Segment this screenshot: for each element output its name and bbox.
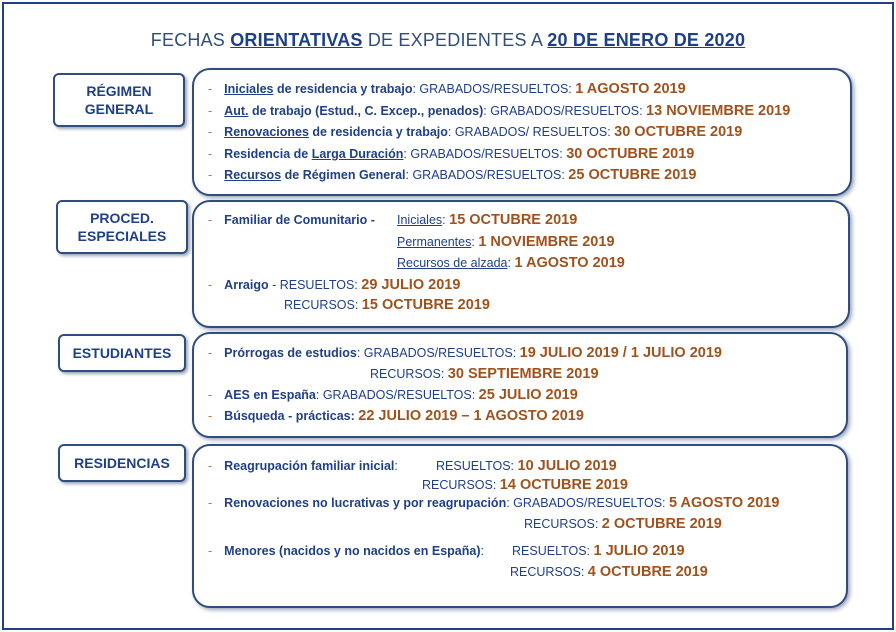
label-regimen-general: RÉGIMEN GENERAL <box>53 73 185 127</box>
label-residencias: RESIDENCIAS <box>58 444 186 482</box>
title-date: 20 DE ENERO DE 2020 <box>547 30 746 50</box>
pe-line-arraigo-recursos: RECURSOS: 15 OCTUBRE 2019 <box>284 297 490 313</box>
re-line-reag-recursos: RECURSOS: 14 OCTUBRE 2019 <box>422 477 628 493</box>
re-line-renovaciones: - Renovaciones no lucrativas y por reagrupación: GRABADOS/RESUELTOS: 5 AGOSTO 2019 <box>208 495 780 511</box>
pe-line-permanentes: Permanentes: 1 NOVIEMBRE 2019 <box>397 234 615 250</box>
label-estudiantes: ESTUDIANTES <box>58 334 186 372</box>
rg-line-renovaciones: - Renovaciones de residencia y trabajo: GRABADOS/ RESUELTOS: 30 OCTUBRE 2019 <box>208 124 743 140</box>
title-prefix: FECHAS <box>150 30 231 50</box>
title-middle: DE EXPEDIENTES A <box>362 30 548 50</box>
title-orientativas: ORIENTATIVAS <box>230 30 363 50</box>
label-proced-especiales: PROCED. ESPECIALES <box>56 200 188 254</box>
es-line-aes: - AES en España: GRABADOS/RESUELTOS: 25 JULIO 2019 <box>208 387 578 403</box>
pe-line-alzada: Recursos de alzada: 1 AGOSTO 2019 <box>397 255 625 271</box>
es-line-busqueda: - Búsqueda - prácticas: 22 JULIO 2019 – 1 AGOSTO 2019 <box>208 408 584 424</box>
re-line-renov-recursos: RECURSOS: 2 OCTUBRE 2019 <box>524 516 722 532</box>
pe-line-iniciales: Iniciales: 15 OCTUBRE 2019 <box>397 212 578 228</box>
rg-line-aut-trabajo: - Aut. de trabajo (Estud., C. Excep., penados): GRABADOS/RESUELTOS: 13 NOVIEMBRE 2019 <box>208 103 791 119</box>
rg-line-recursos: - Recursos de Régimen General: GRABADOS/RESUELTOS: 25 OCTUBRE 2019 <box>208 167 697 183</box>
re-line-reagrupacion: - Reagrupación familiar inicial: <box>208 459 398 473</box>
pe-line-familiar: - Familiar de Comunitario - <box>208 213 375 227</box>
es-line-prorrogas: - Prórrogas de estudios: GRABADOS/RESUELTOS: 19 JULIO 2019 / 1 JULIO 2019 <box>208 345 722 361</box>
es-line-recursos: RECURSOS: 30 SEPTIEMBRE 2019 <box>370 366 599 382</box>
re-line-menores-recursos: RECURSOS: 4 OCTUBRE 2019 <box>510 564 708 580</box>
re-line-menores: - Menores (nacidos y no nacidos en España): <box>208 544 484 558</box>
re-line-menores-resueltos: RESUELTOS: 1 JULIO 2019 <box>512 543 685 559</box>
page-title <box>0 30 896 51</box>
pe-line-arraigo: - Arraigo - RESUELTOS: 29 JULIO 2019 <box>208 277 461 293</box>
rg-line-larga-duracion: - Residencia de Larga Duración: GRABADOS/RESUELTOS: 30 OCTUBRE 2019 <box>208 146 695 162</box>
rg-line-iniciales: - Iniciales de residencia y trabajo: GRABADOS/RESUELTOS: 1 AGOSTO 2019 <box>208 81 686 97</box>
re-line-reag-resueltos: RESUELTOS: 10 JULIO 2019 <box>436 458 617 474</box>
